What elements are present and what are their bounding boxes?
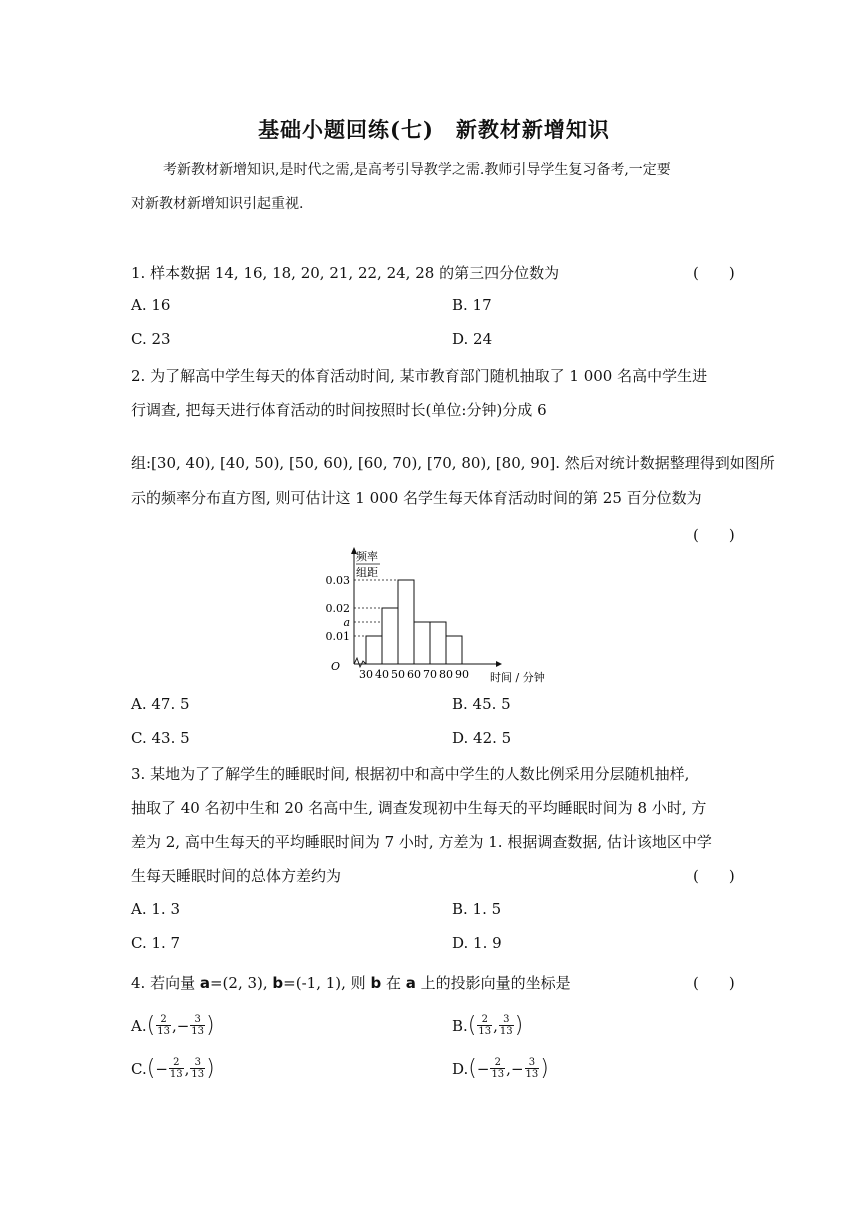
page-title: 基础小题回练(七) 新教材新增知识 <box>258 117 610 142</box>
numerator: 3 <box>190 1014 205 1026</box>
q1-option-a: A. 16 <box>131 296 171 314</box>
q3-stem-line-3: 差为 2, 高中生每天的平均睡眠时间为 7 小时, 方差为 1. 根据调查数据, 估计该地区中学 <box>131 833 712 851</box>
numerator: 2 <box>156 1014 171 1026</box>
denominator: 13 <box>499 1026 513 1037</box>
y-axis-label-numerator: 频率 <box>356 550 378 563</box>
denominator: 13 <box>191 1026 205 1037</box>
x-tick-labels <box>359 668 469 681</box>
q3-option-c: C. 1. 7 <box>131 934 181 952</box>
histogram-bar <box>414 622 430 664</box>
origin-label: O <box>330 660 340 673</box>
q3-option-a: A. 1. 3 <box>131 900 180 918</box>
q3-answer-paren: ( ) <box>693 867 735 885</box>
q2-stem-line-4: 示的频率分布直方图, 则可估计这 1 000 名学生每天体育活动时间的第 25 百分位数为 <box>131 489 702 507</box>
fraction <box>499 1014 514 1037</box>
q2-stem-line-2: 行调查, 把每天进行体育活动的时间按照时长(单位:分钟)分成 6 <box>131 401 547 419</box>
vector-a: a <box>199 974 210 992</box>
q3-option-b: B. 1. 5 <box>452 900 502 918</box>
q4-option-b-label: B. <box>452 1016 468 1035</box>
vector-a-ref: a <box>405 974 416 992</box>
q4-option-a-label: A. <box>131 1016 147 1035</box>
axis-break <box>354 658 366 667</box>
right-paren: ) <box>206 1056 215 1081</box>
q4-option-b <box>452 1013 523 1038</box>
fraction <box>490 1057 505 1080</box>
q4-stem <box>131 972 571 993</box>
x-tick-label: 30 <box>359 668 373 681</box>
q4-option-c-label: C. <box>131 1059 147 1078</box>
fraction <box>156 1014 171 1037</box>
denominator: 13 <box>525 1069 539 1080</box>
q2-option-a: A. 47. 5 <box>131 695 190 713</box>
numerator: 3 <box>190 1057 205 1069</box>
x-tick-label: 70 <box>423 668 437 681</box>
denominator: 13 <box>191 1069 205 1080</box>
fraction <box>169 1057 184 1080</box>
numerator: 2 <box>490 1057 505 1069</box>
x-axis-arrow <box>496 661 502 667</box>
left-paren: ( <box>467 1013 477 1038</box>
numerator: 3 <box>499 1014 514 1026</box>
y-tick-label: 0.03 <box>325 574 350 587</box>
right-paren: ) <box>206 1013 215 1038</box>
fraction <box>525 1057 540 1080</box>
comma: , <box>184 1059 190 1078</box>
comma: , <box>171 1016 177 1035</box>
q4-option-d <box>452 1056 549 1081</box>
q3-stem-line-2: 抽取了 40 名初中生和 20 名高中生, 调查发现初中生每天的平均睡眠时间为 8 小时, 方 <box>131 799 707 817</box>
vector-b: b <box>272 974 284 992</box>
comma: , <box>493 1016 498 1035</box>
denominator: 13 <box>478 1026 492 1037</box>
numerator: 2 <box>477 1014 492 1026</box>
y-tick-labels <box>326 574 351 643</box>
sign: − <box>476 1059 490 1078</box>
frequency-histogram <box>300 540 560 690</box>
q4-stem-post: 上的投影向量的坐标是 <box>415 974 571 992</box>
histogram-bar <box>446 636 462 664</box>
q1-option-c: C. 23 <box>131 330 171 348</box>
x-tick-label: 80 <box>439 668 453 681</box>
right-paren: ) <box>540 1056 549 1081</box>
vector-b-ref: b <box>370 974 382 992</box>
q1-option-b: B. 17 <box>452 296 492 314</box>
left-paren: ( <box>146 1056 156 1081</box>
x-tick-label: 60 <box>407 668 421 681</box>
intro-line-2: 对新教材新增知识引起重视. <box>131 196 304 212</box>
q2-stem-line-3: 组:[30, 40), [40, 50), [50, 60), [60, 70), [70, 80), [80, 90]. 然后对统计数据整理得到如图所 <box>131 454 775 472</box>
x-tick-label: 40 <box>375 668 389 681</box>
histogram-bar <box>430 622 446 664</box>
histogram-bar <box>398 580 414 664</box>
vector-b-value: =(-1, 1), 则 <box>283 974 371 992</box>
q1-answer-paren: ( ) <box>693 264 735 282</box>
x-axis-label: 时间 / 分钟 <box>490 671 545 684</box>
denominator: 13 <box>169 1069 183 1080</box>
q2-option-b: B. 45. 5 <box>452 695 511 713</box>
y-tick-label: 0.02 <box>325 602 350 615</box>
x-tick-label: 90 <box>455 668 469 681</box>
denominator: 13 <box>157 1026 170 1037</box>
denominator: 13 <box>491 1069 505 1080</box>
intro-line-1: 考新教材新增知识,是时代之需,是高考引导教学之需.教师引导学生复习备考,一定要 <box>163 162 671 178</box>
fraction <box>190 1057 205 1080</box>
y-axis-label-denominator: 组距 <box>356 566 378 579</box>
q2-option-c: C. 43. 5 <box>131 729 190 747</box>
sign: − <box>155 1059 168 1078</box>
comma: , <box>506 1059 511 1078</box>
q4-stem-mid: 在 <box>381 974 406 992</box>
histogram-bars <box>366 580 462 664</box>
q4-stem-pre: 4. 若向量 <box>131 974 200 992</box>
q3-option-d: D. 1. 9 <box>452 934 502 952</box>
q1-stem: 1. 样本数据 14, 16, 18, 20, 21, 22, 24, 28 的第三四分位数为 <box>131 264 560 282</box>
x-tick-label: 50 <box>391 668 405 681</box>
q2-option-d: D. 42. 5 <box>452 729 512 747</box>
q4-option-c <box>131 1056 215 1081</box>
left-paren: ( <box>146 1013 156 1038</box>
q4-answer-paren: ( ) <box>693 974 735 992</box>
q2-answer-paren: ( ) <box>693 526 735 544</box>
numerator: 2 <box>169 1057 184 1069</box>
histogram-bar <box>382 608 398 664</box>
y-tick-label: 0.01 <box>325 630 350 643</box>
sign: − <box>510 1059 524 1078</box>
q4-option-a <box>131 1013 215 1038</box>
numerator: 3 <box>525 1057 540 1069</box>
q1-option-d: D. 24 <box>452 330 493 348</box>
right-paren: ) <box>514 1013 524 1038</box>
fraction <box>477 1014 492 1037</box>
histogram-bar <box>366 636 382 664</box>
vector-a-value: =(2, 3), <box>209 974 273 992</box>
y-tick-label: a <box>343 616 350 629</box>
q4-option-d-label: D. <box>452 1059 469 1078</box>
fraction <box>190 1014 205 1037</box>
sign: − <box>176 1016 190 1035</box>
q3-stem-line-1: 3. 某地为了了解学生的睡眠时间, 根据初中和高中学生的人数比例采用分层随机抽样, <box>131 765 690 783</box>
left-paren: ( <box>468 1056 477 1081</box>
q2-stem-line-1: 2. 为了解高中学生每天的体育活动时间, 某市教育部门随机抽取了 1 000 名高中学生进 <box>131 367 708 385</box>
q3-stem-line-4: 生每天睡眠时间的总体方差约为 <box>131 867 342 885</box>
